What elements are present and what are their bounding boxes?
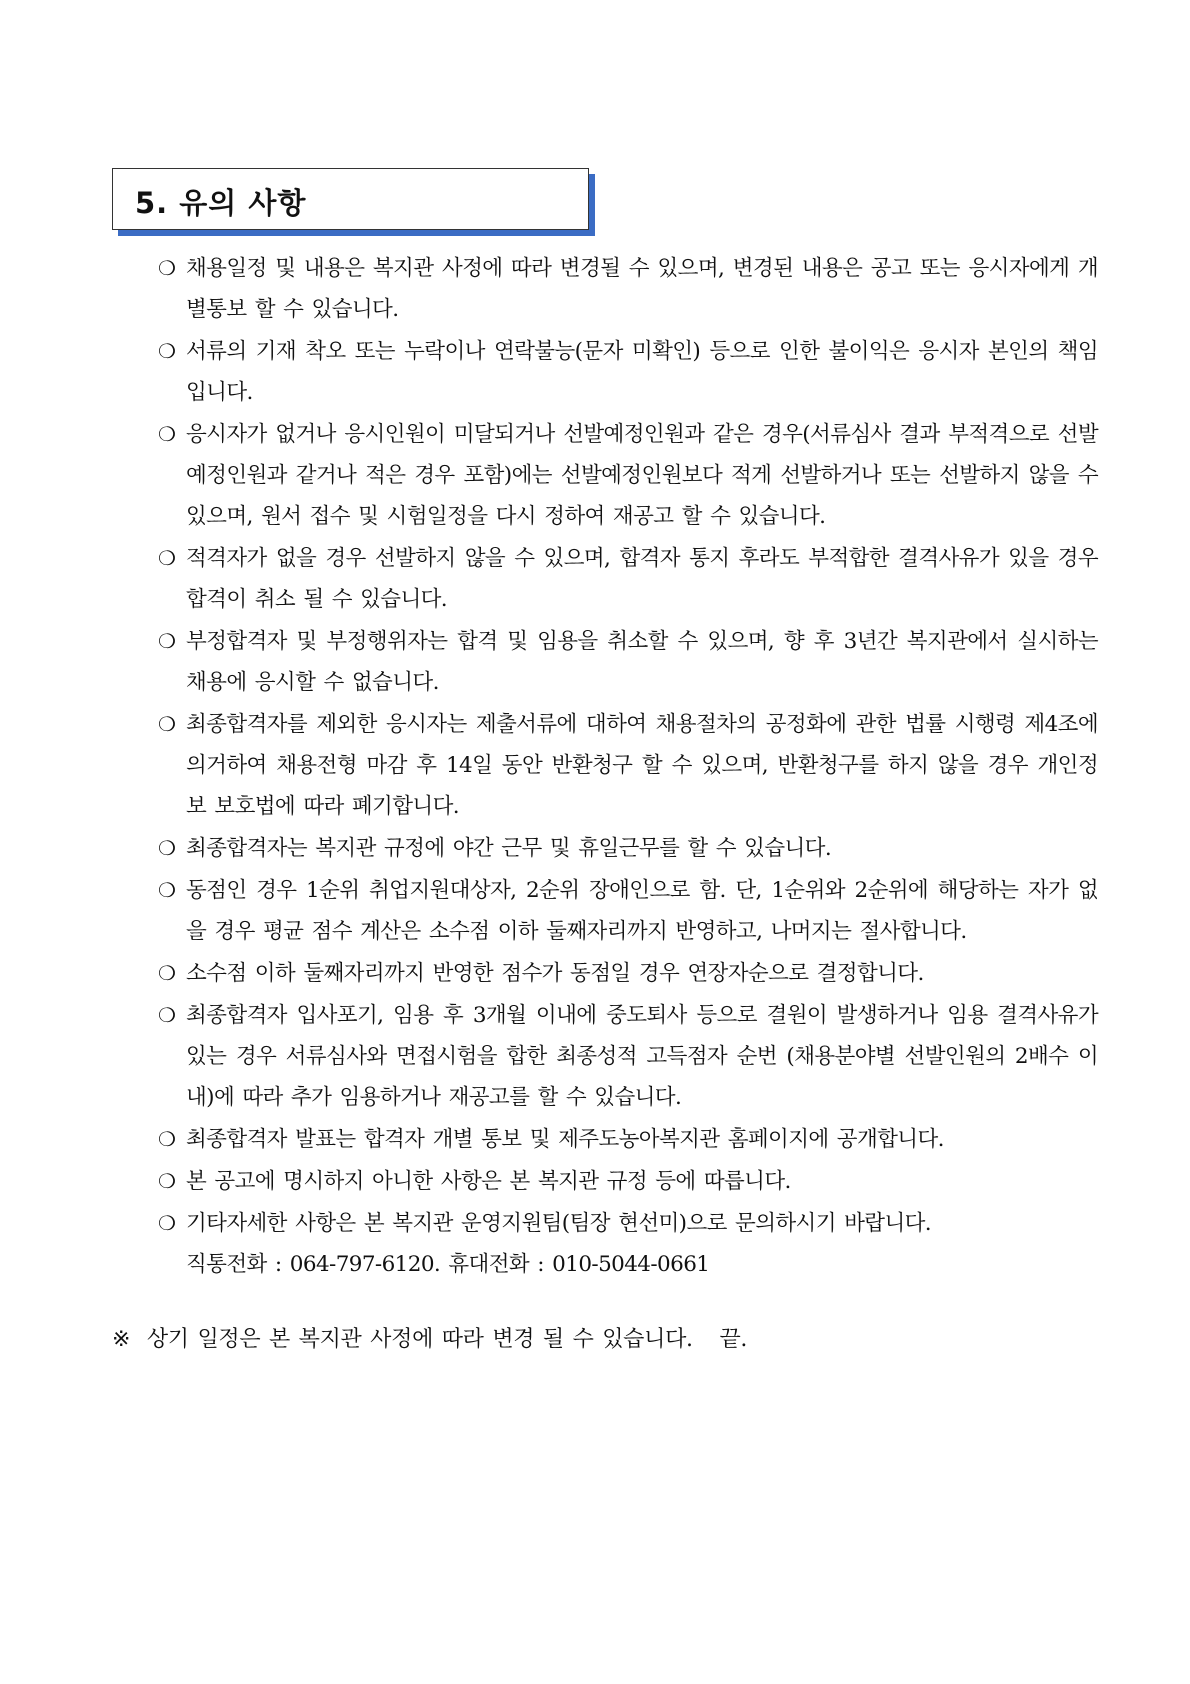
circle-bullet-icon: ❍	[158, 878, 176, 902]
notice-item	[158, 828, 1098, 869]
circle-bullet-icon: ❍	[158, 1003, 176, 1027]
section-header-box	[112, 168, 589, 230]
notice-item	[158, 538, 1098, 620]
notice-text: 채용일정 및 내용은 복지관 사정에 따라 변경될 수 있으며, 변경된 내용은 공고 또는 응시자에게 개별통보 할 수 있습니다.	[186, 256, 1098, 322]
notice-text: 최종합격자 입사포기, 임용 후 3개월 이내에 중도퇴사 등으로 결원이 발생하거나 임용 결격사유가 있는 경우 서류심사와 면접시험을 합한 최종성적 고득점자 순번 (채용분야별 선발인원의 2배수 이내)에 따라 추가 임용하거나 재공고를 할 수 있습니다.	[186, 1003, 1098, 1110]
notice-text: 본 공고에 명시하지 아니한 사항은 본 복지관 규정 등에 따릅니다.	[186, 1169, 791, 1194]
notice-item	[158, 621, 1098, 703]
circle-bullet-icon: ❍	[158, 1169, 176, 1193]
contact-phone-numbers: 직통전화 : 064-797-6120. 휴대전화 : 010-5044-0661	[186, 1252, 710, 1277]
circle-bullet-icon: ❍	[158, 836, 176, 860]
notice-text: 최종합격자를 제외한 응시자는 제출서류에 대하여 채용절차의 공정화에 관한 법률 시행령 제4조에 의거하여 채용전형 마감 후 14일 동안 반환청구 할 수 있으며, 반환청구를 하지 않을 경우 개인정보 보호법에 따라 폐기합니다.	[186, 712, 1098, 819]
notice-item	[158, 414, 1098, 537]
circle-bullet-icon: ❍	[158, 422, 176, 446]
notice-text: 기타자세한 사항은 본 복지관 운영지원팀(팀장 현선미)으로 문의하시기 바랍니다.	[186, 1211, 932, 1236]
notice-item-contact	[158, 1203, 1098, 1285]
notice-item	[158, 870, 1098, 952]
notice-text: 부정합격자 및 부정행위자는 합격 및 임용을 취소할 수 있으며, 향 후 3년간 복지관에서 실시하는 채용에 응시할 수 없습니다.	[186, 629, 1098, 695]
notice-text: 소수점 이하 둘째자리까지 반영한 점수가 동점일 경우 연장자순으로 결정합니다.	[186, 961, 924, 986]
notice-item	[158, 704, 1098, 827]
notice-text: 적격자가 없을 경우 선발하지 않을 수 있으며, 합격자 통지 후라도 부적합한 결격사유가 있을 경우 합격이 취소 될 수 있습니다.	[186, 546, 1098, 612]
circle-bullet-icon: ❍	[158, 712, 176, 736]
circle-bullet-icon: ❍	[158, 1127, 176, 1151]
notice-item	[158, 1119, 1098, 1160]
notice-text: 서류의 기재 착오 또는 누락이나 연락불능(문자 미확인) 등으로 인한 불이익은 응시자 본인의 책임입니다.	[186, 339, 1098, 405]
notice-item	[158, 331, 1098, 413]
notice-text: 동점인 경우 1순위 취업지원대상자, 2순위 장애인으로 함. 단, 1순위와 2순위에 해당하는 자가 없을 경우 평균 점수 계산은 소수점 이하 둘째자리까지 반영하고, 나머지는 절사합니다.	[186, 878, 1098, 944]
notice-text: 최종합격자는 복지관 규정에 야간 근무 및 휴일근무를 할 수 있습니다.	[186, 836, 832, 861]
circle-bullet-icon: ❍	[158, 256, 176, 280]
footer-note	[112, 1320, 1092, 1360]
circle-bullet-icon: ❍	[158, 546, 176, 570]
circle-bullet-icon: ❍	[158, 629, 176, 653]
notice-item	[158, 1161, 1098, 1202]
footer-text: 상기 일정은 본 복지관 사정에 따라 변경 될 수 있습니다.	[146, 1327, 693, 1352]
circle-bullet-icon: ❍	[158, 961, 176, 985]
circle-bullet-icon: ❍	[158, 339, 176, 363]
notice-item	[158, 953, 1098, 994]
section-title: 5. 유의 사항	[135, 186, 307, 220]
notice-item	[158, 248, 1098, 330]
notice-text: 최종합격자 발표는 합격자 개별 통보 및 제주도농아복지관 홈페이지에 공개합니다.	[186, 1127, 944, 1152]
notice-item	[158, 995, 1098, 1118]
reference-mark-icon: ※	[112, 1327, 131, 1352]
notice-list	[158, 248, 1098, 1286]
circle-bullet-icon: ❍	[158, 1211, 176, 1235]
notice-text: 응시자가 없거나 응시인원이 미달되거나 선발예정인원과 같은 경우(서류심사 결과 부적격으로 선발예정인원과 같거나 적은 경우 포함)에는 선발예정인원보다 적게 선발하거나 또는 선발하지 않을 수 있으며, 원서 접수 및 시험일정을 다시 정하여 재공고 할 수 있습니다.	[186, 422, 1098, 529]
footer-end-mark: 끝.	[719, 1327, 748, 1352]
